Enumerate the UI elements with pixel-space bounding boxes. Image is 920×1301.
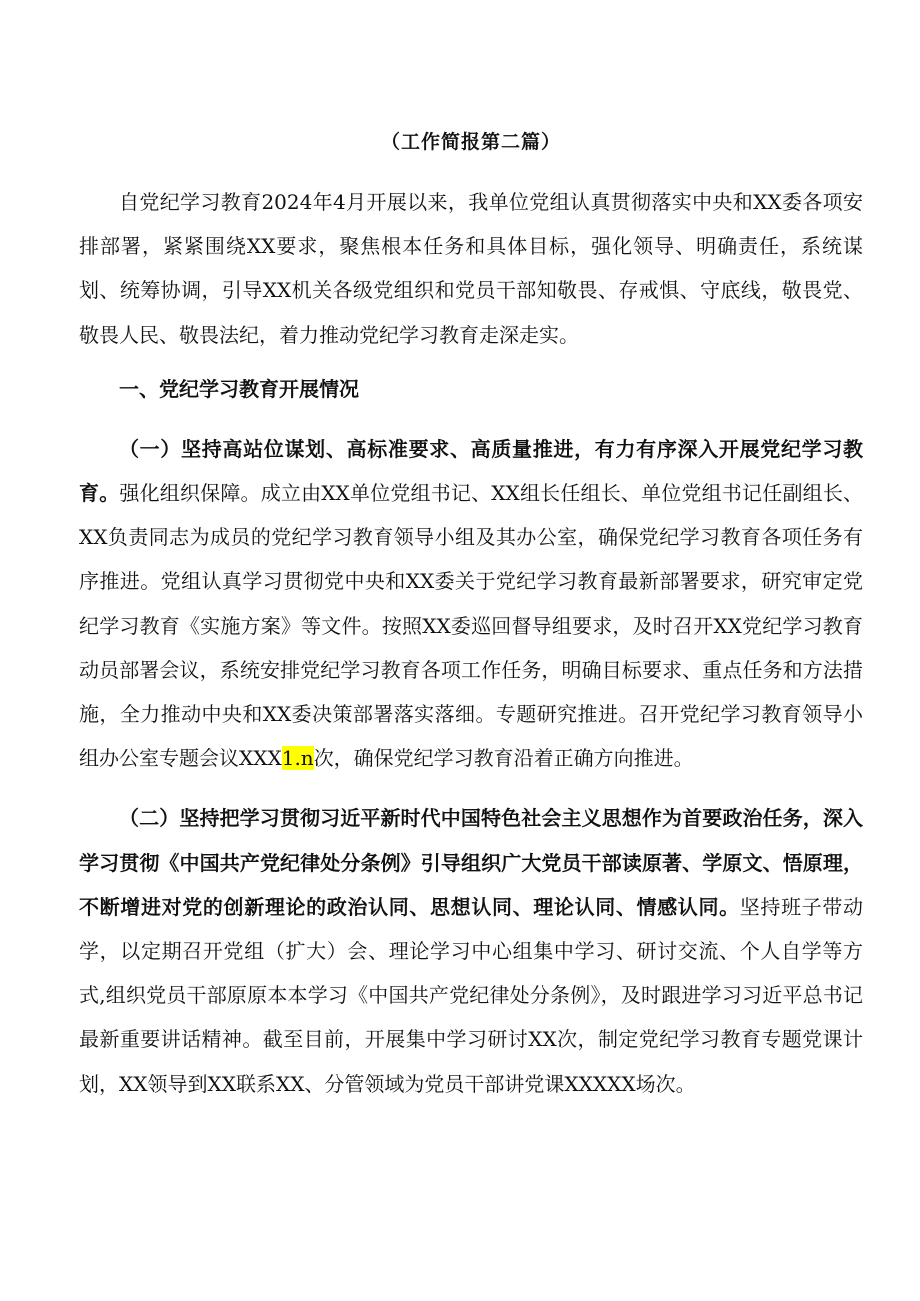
document-title: （工作简报第二篇） [380, 131, 561, 153]
section-2-lead: （二）坚持把学习贯彻习近平新时代中国特色社会主义思想作为首要政治任务，深入学习贯彻《中国共产党纪律处分条例》引导组织广大党员干部读原著、学原文、悟原理，不断增进对党的创新理论的政治认同、思想认同、理论认同、情感认同。 [79, 806, 863, 919]
section-heading: 一、党纪学习教育开展情况 [119, 376, 359, 401]
section-1-paragraph [79, 427, 863, 781]
section-1-lead: （一）坚持高站位谋划、高标准要求、高质量推进，有力有序深入开展党纪学习教育。 [79, 436, 863, 506]
section-2-body: 坚持班子带动学，以定期召开党组（扩大）会、理论学习中心组集中学习、研讨交流、个人自学等方式,组织党员干部原原本本学习《中国共产党纪律处分条例》，及时跟进学习习近平总书记最新重要讲话精神。截至目前，开展集中学习研讨XX次，制定党纪学习教育专题党课计划，XX领导到XX联系XX、分管领域为党员干部讲党课XXXXX场次。 [79, 894, 864, 1096]
section-1-body: 强化组织保障。成立由XX单位党组书记、XX组长任组长、单位党组书记任副组长、XX负责同志为成员的党纪学习教育领导小组及其办公室，确保党纪学习教育各项任务有序推进。党组认真学习贯彻党中央和XX委关于党纪学习教育最新部署要求，研究审定党纪学习教育《实施方案》等文件。按照XX委巡回督导组要求，及时召开XX党纪学习教育动员部署会议，系统安排党纪学习教育各项工作任务，明确目标要求、重点任务和方法措施，全力推动中央和XX委决策部署落实落细。专题研究推进。召开党纪学习教育领导小组办公室专题会议XXX [79, 481, 864, 771]
section-2-paragraph [79, 796, 863, 1105]
document-page [79, 122, 863, 1106]
highlighted-text: 1.n [281, 746, 314, 771]
intro-paragraph: 自党纪学习教育2024年4月开展以来，我单位党组认真贯彻落实中央和XX委各项安排部署，紧紧围绕XX要求，聚焦根本任务和具体目标，强化领导、明确责任，系统谋划、统筹协调，引导XX机关各级党组织和党员干部知敬畏、存戒惧、守底线，敬畏党、敬畏人民、敬畏法纪，着力推动党纪学习教育走深走实。 [79, 190, 863, 347]
section-1-body-end: 次，确保党纪学习教育沿着正确方向推进。 [313, 746, 694, 771]
